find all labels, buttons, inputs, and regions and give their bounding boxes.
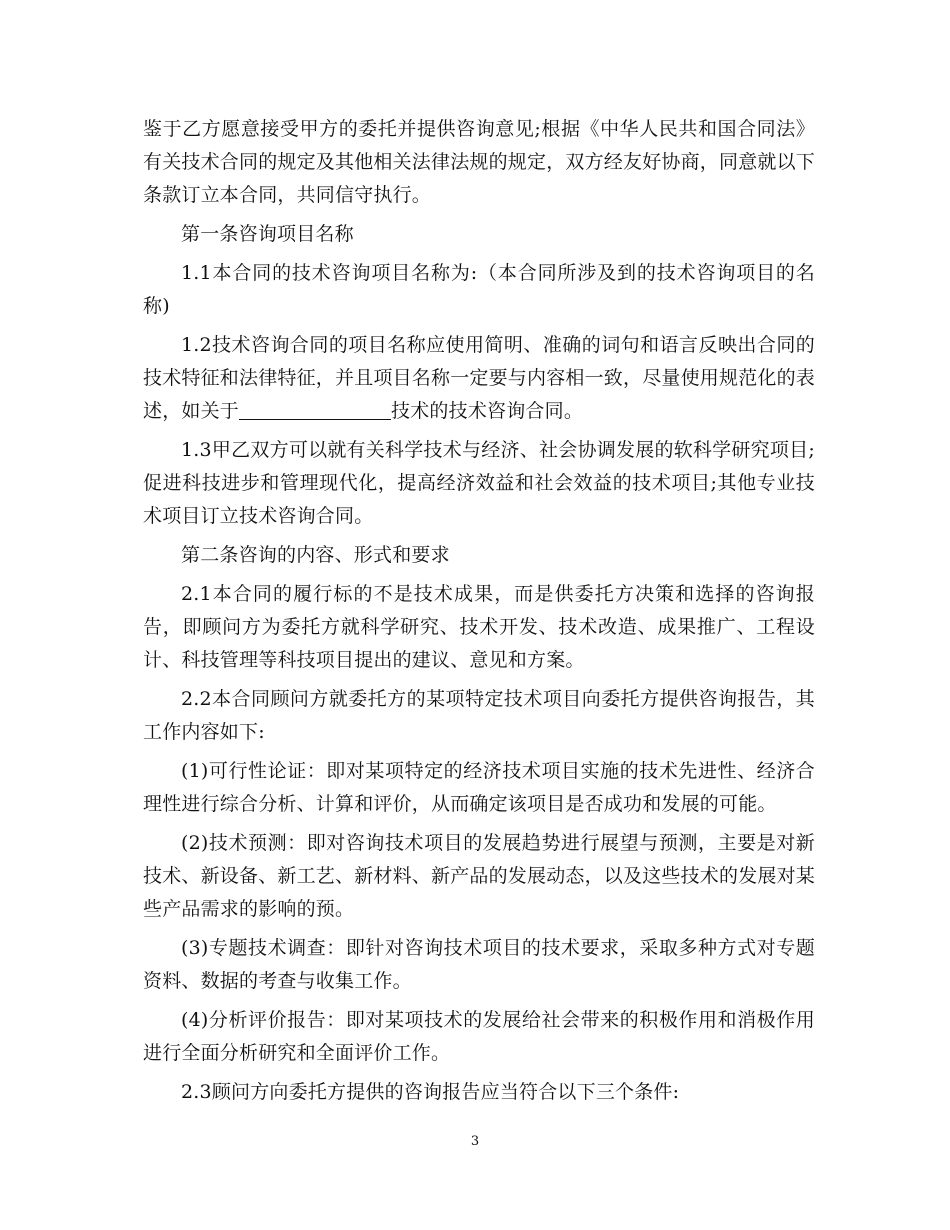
paragraph-1-1: 1.1本合同的技术咨询项目名称为:（本合同所涉及到的技术咨询项目的名称) [143,262,815,317]
paragraph-item-4: (4)分析评价报告：即对某项技术的发展给社会带来的积极作用和消极作用进行全面分析研究和全面评价工作。 [143,1009,815,1064]
paragraph-1-2 [143,329,815,428]
paragraph-item-3: (3)专题技术调查：即针对咨询技术项目的技术要求，采取多种方式对专题资料、数据的考查与收集工作。 [143,937,815,992]
paragraph-item-1: (1)可行性论证：即对某项特定的经济技术项目实施的技术先进性、经济合理性进行综合分析、计算和评价，从而确定该项目是否成功和发展的可能。 [143,760,815,815]
paragraph-2-1: 2.1本合同的履行标的不是技术成果，而是供委托方决策和选择的咨询报告，即顾问方为委托方就科学研究、技术开发、技术改造、成果推广、工程设计、科技管理等科技项目提出的建议、意见和方案。 [143,583,815,671]
paragraph-item-2: (2)技术预测：即对咨询技术项目的发展趋势进行展望与预测，主要是对新技术、新设备、新工艺、新材料、新产品的发展动态，以及这些技术的发展对某些产品需求的影响的预。 [143,832,816,920]
paragraph-1-2-text: 1.2技术咨询合同的项目名称应使用简明、准确的词句和语言反映出合同的技术特征和法律特征，并且项目名称一定要与内容相一致，尽量使用规范化的表述，如关于 [143,334,816,422]
paragraph-1-2-tail: 技术的技术咨询合同。 [391,400,584,422]
paragraph-preamble: 鉴于乙方愿意接受甲方的委托并提供咨询意见;根据《中华人民共和国合同法》有关技术合同的规定及其他相关法律法规的规定，双方经友好协商，同意就以下条款订立本合同，共同信守执行。 [143,118,816,206]
paragraph-1-3: 1.3甲乙双方可以就有关科学技术与经济、社会协调发展的软科学研究项目;促进科技进步和管理现代化，提高经济效益和社会效益的技术项目;其他专业技术项目订立技术咨询合同。 [143,439,815,527]
fill-in-blank [239,399,391,420]
heading-article-2: 第二条咨询的内容、形式和要求 [181,544,450,566]
page-number: 3 [470,1134,480,1149]
document-body [143,113,815,1115]
paragraph-2-2: 2.2本合同顾问方就委托方的某项特定技术项目向委托方提供咨询报告，其工作内容如下: [143,688,815,743]
heading-article-1: 第一条咨询项目名称 [181,223,354,245]
paragraph-2-3: 2.3顾问方向委托方提供的咨询报告应当符合以下三个条件: [181,1081,680,1103]
